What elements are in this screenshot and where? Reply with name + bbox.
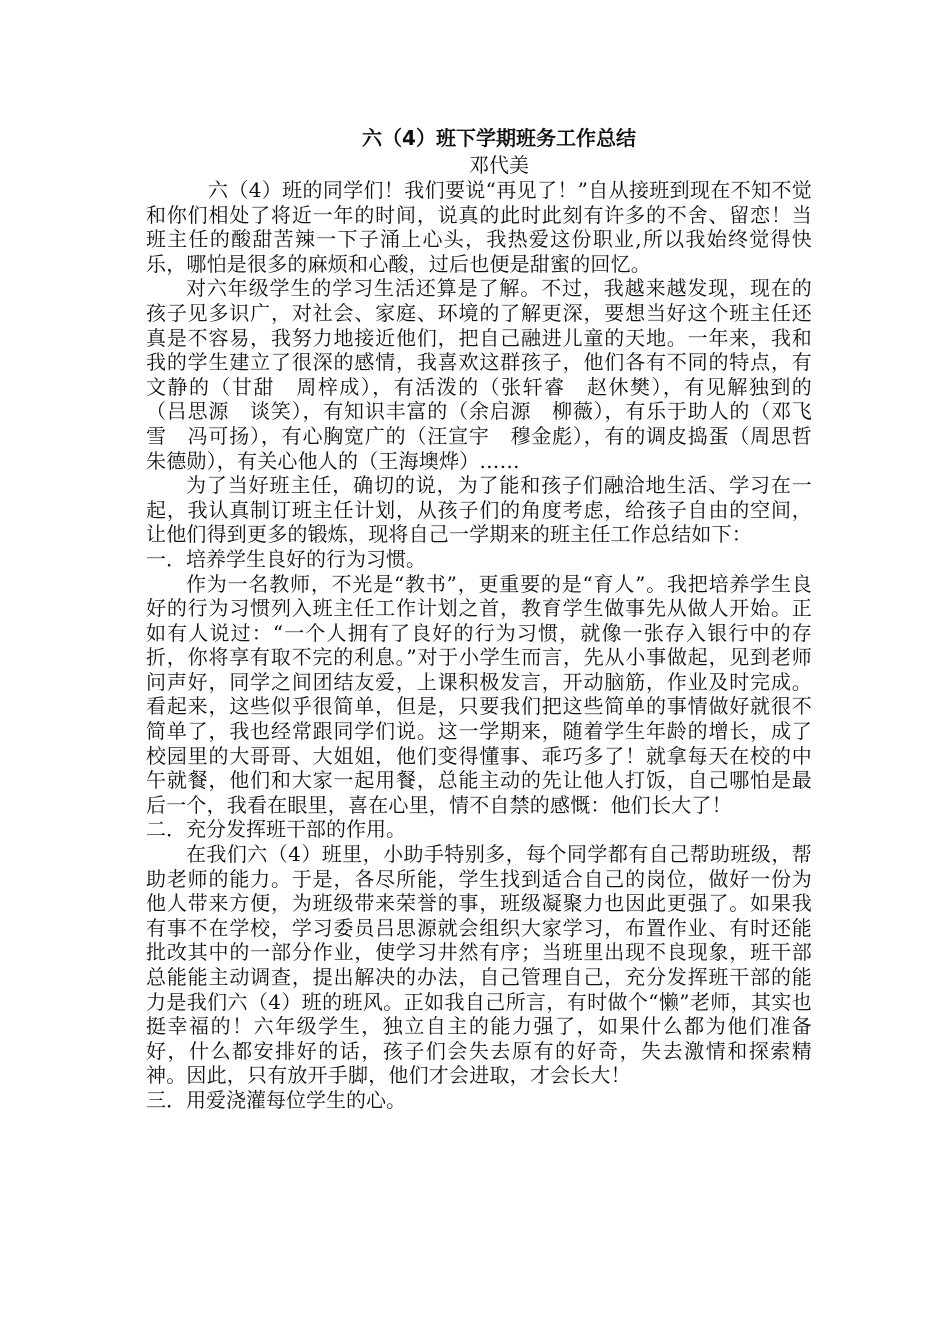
section-body-habits: 作为一名教师，不光是“教书”，更重要的是“育人”。我把培养学生良好的行为习惯列入班主任工作计划之首，教育学生做事先从做人开始。正如有人说过：“一个人拥有了良好的行为习惯，就像一张存入银行中的存折，你将享有取不完的利息。”对于小学生而言，先从小事做起，见到老师问声好，同学之间团结友爱，上课积极发言，开动脑筋，作业及时完成。看起来，这些似乎很简单，但是，只要我们把这些简单的事情做好就很不简单了，我也经常跟同学们说。这一学期来，随着学生年龄的增长，成了校园里的大哥哥、大姐姐，他们变得懂事、乖巧多了！就拿每天在校的中午就餐，他们和大家一起用餐，总能主动的先让他人打饭，自己哪怕是最后一个，我看在眼里，喜在心里，情不自禁的感慨：他们长大了！ [146, 571, 812, 817]
paragraph-intro: 六（4）班的同学们！我们要说“再见了！”自从接班到现在不知不觉和你们相处了将近一年的时间，说真的此时此刻有许多的不舍、留恋！当班主任的酸甜苦辣一下子涌上心头，我热爱这份职业,所以我始终觉得快乐，哪怕是很多的麻烦和心酸，过后也便是甜蜜的回忆。 [146, 178, 812, 276]
paragraph-plan: 为了当好班主任，确切的说，为了能和孩子们融洽地生活、学习在一起，我认真制订班主任计划，从孩子们的角度考虑，给孩子自由的空间，让他们得到更多的锻炼，现将自己一学期来的班主任工作总结如下： [146, 473, 812, 547]
document-page [146, 124, 833, 1113]
document-author: 邓代美 [469, 153, 529, 177]
section-heading-love: 三．用爱浇灌每位学生的心。 [146, 1087, 406, 1112]
section-body-cadres: 在我们六（4）班里，小助手特别多，每个同学都有自己帮助班级，帮助老师的能力。于是，各尽所能，学生找到适合自己的岗位，做好一份为他人带来方便，为班级带来荣誉的事，班级凝聚力也因此更强了。如果我有事不在学校，学习委员吕思源就会组织大家学习，布置作业、有时还能批改其中的一部分作业，使学习井然有序；当班里出现不良现象，班干部总能能主动调查，提出解决的办法，自己管理自己，充分发挥班干部的能力是我们六（4）班的班风。正如我自己所言，有时做个“懒”老师，其实也挺幸福的！六年级学生，独立自主的能力强了，如果什么都为他们准备好，什么都安排好的话，孩子们会失去原有的好奇，失去激情和探索精神。因此，只有放开手脚，他们才会进取，才会长大！ [146, 842, 812, 1088]
section-heading-cadres: 二．充分发挥班干部的作用。 [146, 817, 406, 842]
section-heading-habits: 一．培养学生良好的行为习惯。 [146, 546, 426, 571]
paragraph-students: 对六年级学生的学习生活还算是了解。不过，我越来越发现，现在的孩子见多识广，对社会、家庭、环境的了解更深，要想当好这个班主任还真是不容易，我努力地接近他们，把自己融进儿童的天地。一年来，我和我的学生建立了很深的感情，我喜欢这群孩子，他们各有不同的特点，有文静的（甘甜 周梓成），有活泼的（张轩睿 赵休樊），有见解独到的（吕思源 谈笑），有知识丰富的（余启源 柳薇），有乐于助人的（邓飞雪 冯可扬），有心胸宽广的（汪宣宇 穆金彪），有的调皮捣蛋（周思哲 朱德勋），有关心他人的（王海墺烨）…… [146, 276, 833, 473]
document-title: 六（4）班下学期班务工作总结 [362, 126, 636, 150]
